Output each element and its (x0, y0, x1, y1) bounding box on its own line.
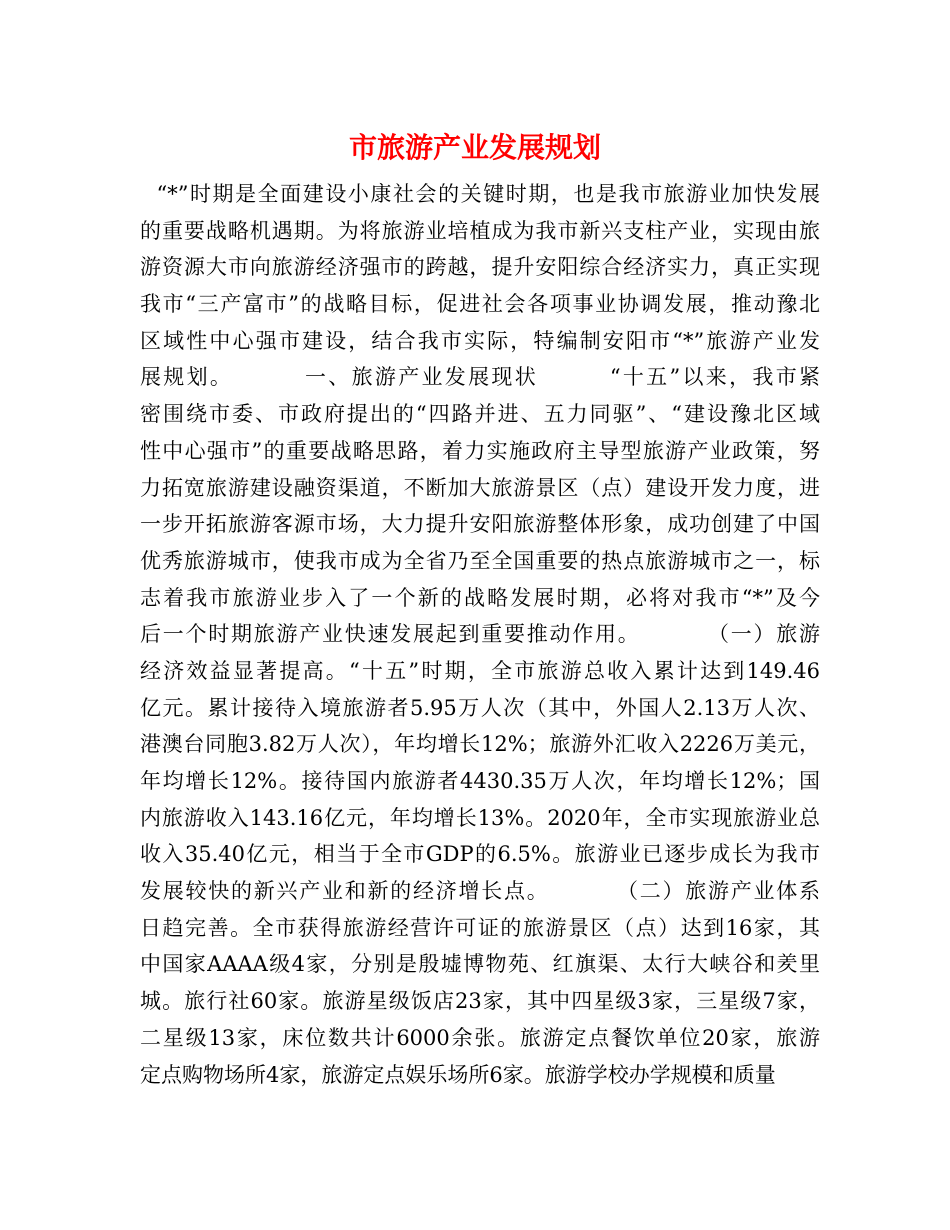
body-line: 性中心强市”的重要战略思路，着力实施政府主导型旅游产业政策，努 (140, 438, 820, 463)
document-body (140, 176, 820, 1093)
body-line: 一步开拓旅游客源市场，大力提升安阳旅游整体形象，成功创建了中国 (140, 512, 820, 537)
body-line: 经济效益显著提高。“十五”时期，全市旅游总收入累计达到149.46 (140, 658, 820, 683)
body-line: 发展较快的新兴产业和新的经济增长点。 （二）旅游产业体系 (140, 879, 820, 904)
body-line: 后一个时期旅游产业快速发展起到重要推动作用。 （一）旅游 (140, 622, 820, 647)
body-line: 年均增长12%。接待国内旅游者4430.35万人次，年均增长12%；国 (140, 769, 820, 793)
body-line: 的重要战略机遇期。为将旅游业培植成为我市新兴支柱产业，实现由旅 (140, 218, 820, 243)
body-line: 定点购物场所4家，旅游定点娱乐场所6家。旅游学校办学规模和质量 (140, 1062, 776, 1087)
body-line: 游资源大市向旅游经济强市的跨越，提升安阳综合经济实力，真正实现 (140, 255, 820, 280)
document-title: 市旅游产业发展规划 (348, 131, 601, 164)
body-line: 内旅游收入143.16亿元，年均增长13%。2020年，全市实现旅游业总 (140, 805, 820, 830)
body-line: 港澳台同胞3.82万人次），年均增长12%；旅游外汇收入2226万美元， (140, 732, 820, 757)
body-line: 志着我市旅游业步入了一个新的战略发展时期，必将对我市“*”及今 (140, 585, 820, 610)
body-line: 亿元。累计接待入境旅游者5.95万人次（其中，外国人2.13万人次、 (140, 695, 820, 720)
body-line: 日趋完善。全市获得旅游经营许可证的旅游景区（点）达到16家，其 (140, 915, 820, 940)
body-line: “*”时期是全面建设小康社会的关键时期，也是我市旅游业加快发展 (140, 182, 820, 206)
body-line: 城。旅行社60家。旅游星级饭店23家，其中四星级3家，三星级7家， (140, 989, 820, 1014)
body-line: 二星级13家，床位数共计6000余张。旅游定点餐饮单位20家，旅游 (140, 1025, 820, 1050)
body-line: 区域性中心强市建设，结合我市实际，特编制安阳市“*”旅游产业发 (140, 328, 820, 353)
body-line: 收入35.40亿元，相当于全市GDP的6.5%。旅游业已逐步成长为我市 (140, 842, 820, 867)
body-line: 我市“三产富市”的战略目标，促进社会各项事业协调发展，推动豫北 (140, 292, 820, 317)
body-line: 优秀旅游城市，使我市成为全省乃至全国重要的热点旅游城市之一，标 (140, 548, 820, 573)
body-line: 力拓宽旅游建设融资渠道，不断加大旅游景区（点）建设开发力度，进 (140, 475, 820, 500)
body-line: 展规划。 一、旅游产业发展现状 “十五”以来，我市紧 (140, 365, 820, 390)
body-line: 密围绕市委、市政府提出的“四路并进、五力同驱”、“建设豫北区域 (140, 402, 820, 427)
body-line: 中国家AAAA级4家，分别是殷墟博物苑、红旗渠、太行大峡谷和羑里 (140, 952, 820, 977)
